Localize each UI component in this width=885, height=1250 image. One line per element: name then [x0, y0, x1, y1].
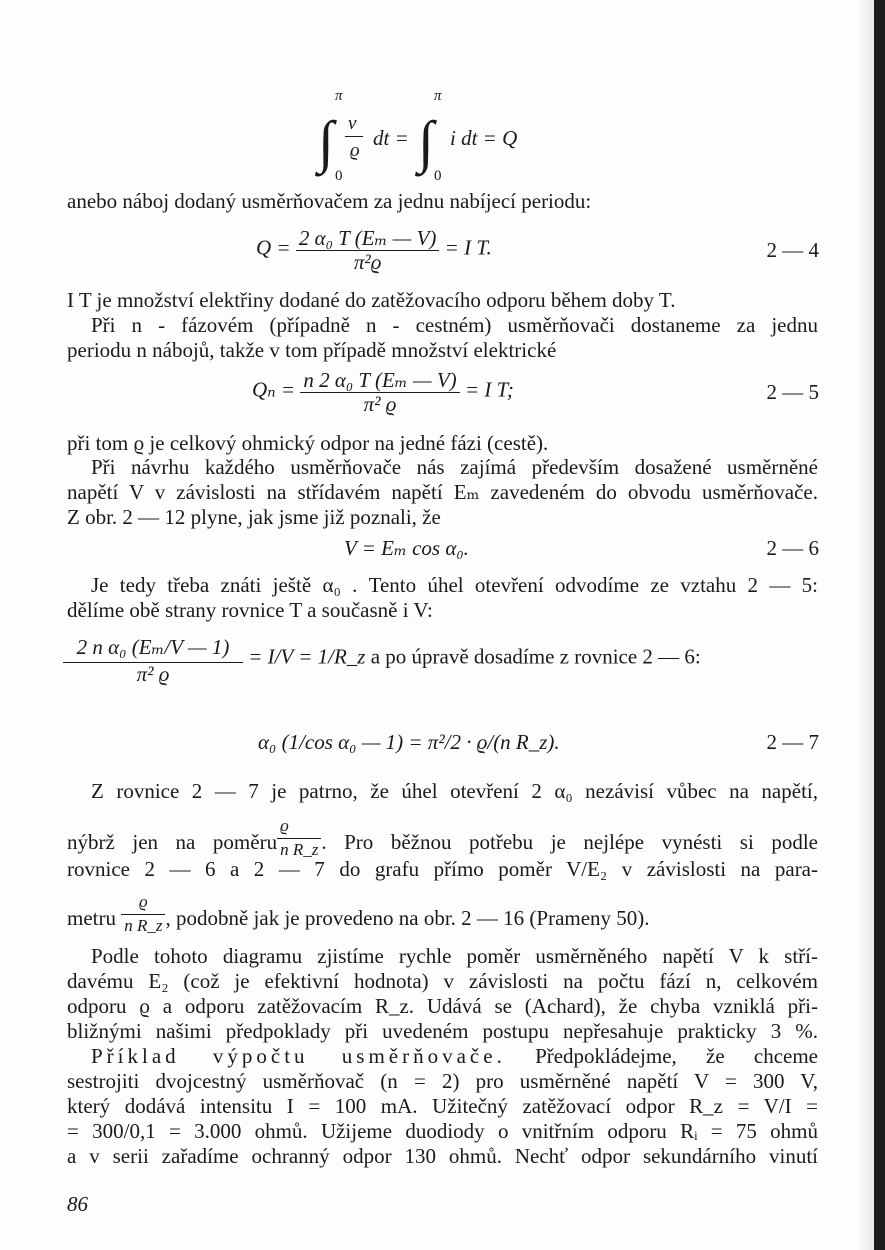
para-ex-1-text: Předpokládejme, že chceme: [535, 1044, 818, 1068]
eq24-den: π²ϱ: [353, 250, 382, 274]
equation-2-5: [252, 368, 514, 415]
eq24-rhs: = I T.: [444, 235, 492, 260]
line-it: I T je množství elektřiny dodané do zatěžovacího odporu během doby T.: [67, 288, 676, 312]
para-ex-1: [67, 1043, 818, 1069]
eq27-number: 2 — 7: [766, 730, 819, 754]
page-number: 86: [67, 1192, 88, 1216]
page-shadow: [856, 0, 874, 1250]
integral-upper-limit: π: [335, 88, 343, 104]
rho-over-nrz: [277, 814, 321, 861]
big-mid: = I/V = 1/R_z: [248, 644, 366, 669]
eq24-fraction: [296, 226, 440, 273]
rho-over-nrz-den: n R_z: [280, 840, 319, 859]
para-27-2: [67, 814, 818, 861]
equation-2-4: [256, 226, 492, 273]
intro-line: anebo náboj dodaný usměrňovačem za jednu nabíjecí periodu:: [67, 189, 592, 213]
eq24-num: 2 α₀ T (Eₘ — V): [296, 226, 440, 251]
integral2-body: i dt = Q: [450, 126, 518, 150]
eq25-num: n 2 α₀ T (Eₘ — V): [300, 368, 459, 393]
rho-over-nrz-2: [121, 890, 165, 937]
para-design-1: Při návrhu každého usměrňovače nás zajímá především dosažené usměrněné: [91, 455, 818, 479]
para-ex-2: sestrojiti dvojcestný usměrňovač (n = 2) pro usměrněné napětí V = 300 V,: [67, 1069, 818, 1093]
integral-frac-den: ϱ: [350, 140, 360, 161]
para-angle-2: dělíme obě strany rovnice T a současně i V:: [67, 598, 433, 622]
para-ex-3: který dodává intensitu I = 100 mA. Užitečný zatěžovací odpor R_z = V/I =: [67, 1094, 818, 1118]
rho-over-nrz-2-num: ϱ: [121, 890, 165, 915]
example-heading: Příklad výpočtu usměrňovače.: [91, 1044, 506, 1068]
equation-big: [63, 632, 701, 685]
para-27-2b: . Pro běžnou potřebu je nejlépe vynésti si podle: [321, 830, 818, 854]
para-diag-1: Podle tohoto diagramu zjistíme rychle poměr usměrněného napětí V k stří-: [91, 944, 818, 968]
eq25-fraction: [300, 368, 459, 415]
integral-dt: dt =: [373, 126, 409, 150]
integral-frac-bar: [345, 136, 363, 137]
para-27-4a: metru: [67, 906, 116, 930]
para-27-4b: , podobně jak je provedeno na obr. 2 — 16 (Prameny 50).: [165, 906, 650, 930]
para-diag-4: bližnými našimi předpoklady při uvedeném postupu nepřesahuje prakticky 3 %.: [67, 1019, 818, 1043]
para-27-3: rovnice 2 — 6 a 2 — 7 do grafu přímo poměr V/E₂ v závislosti na para-: [67, 857, 818, 881]
para-design-2: napětí V v závislosti na střídavém napětí Eₘ zavedeném do obvodu usměrňovače.: [67, 480, 818, 504]
big-num: 2 n α₀ (Eₘ/V — 1): [63, 632, 243, 663]
integral2-lower-limit: 0: [434, 168, 442, 184]
eq24-lhs: Q =: [256, 235, 291, 260]
eq26-number: 2 — 6: [766, 536, 819, 560]
para-n-phase-1: Při n - fázovém (případně n - cestném) usměrňovači dostaneme za jednu: [91, 313, 818, 337]
para-ex-5: a v serii zařadíme ochranný odpor 130 ohmů. Nechť odpor sekundárního vinutí: [67, 1144, 818, 1168]
big-fraction: [63, 632, 243, 685]
page-edge: [874, 0, 885, 1250]
para-27-1: Z rovnice 2 — 7 je patrno, že úhel otevření 2 α₀ nezávisí vůbec na napětí,: [91, 779, 818, 803]
para-n-phase-2: periodu n nábojů, takže v tom případě množství elektrické: [67, 338, 557, 362]
eq25-lhs: Qₙ =: [252, 377, 296, 402]
eq24-number: 2 — 4: [766, 238, 819, 262]
equation-2-6: V = Eₘ cos α₀.: [344, 536, 469, 560]
para-diag-2: davému E₂ (což je efektivní hodnota) v závislosti na počtu fází n, celkovém: [67, 969, 818, 993]
big-den: π² ϱ: [136, 662, 170, 686]
para-diag-3: odporu ϱ a odporu zatěžovacím R_z. Udává se (Achard), že chyba vzniklá při-: [67, 994, 818, 1018]
eq25-number: 2 — 5: [766, 380, 819, 404]
para-27-4: [67, 890, 818, 937]
rho-over-nrz-num: ϱ: [277, 814, 321, 839]
integral-lower-limit: 0: [335, 168, 343, 184]
para-angle-1: Je tedy třeba znáti ještě α₀ . Tento úhel otevření odvodíme ze vztahu 2 — 5:: [91, 573, 818, 597]
integral-sign: ∫: [318, 109, 334, 174]
integral2-upper-limit: π: [434, 88, 442, 104]
eq25-rhs: = I T;: [464, 377, 514, 402]
eq25-den: π² ϱ: [363, 392, 397, 416]
line-rho: při tom ϱ je celkový ohmický odpor na jedné fázi (cestě).: [67, 431, 549, 455]
integral-sign-2: ∫: [418, 109, 434, 174]
para-design-3: Z obr. 2 — 12 plyne, jak jsme již poznali, že: [67, 505, 441, 529]
rho-over-nrz-2-den: n R_z: [124, 916, 163, 935]
para-ex-4: = 300/0,1 = 3.000 ohmů. Užijeme duodiody o vnitřním odporu Rᵢ = 75 ohmů: [67, 1119, 818, 1143]
integral-frac-num: v: [348, 113, 357, 134]
equation-2-7: α₀ (1/cos α₀ — 1) = π²/2 · ϱ/(n R_z).: [258, 730, 560, 754]
para-27-2a: nýbrž jen na poměru: [67, 830, 278, 854]
big-tail: a po úpravě dosadíme z rovnice 2 — 6:: [370, 644, 701, 669]
